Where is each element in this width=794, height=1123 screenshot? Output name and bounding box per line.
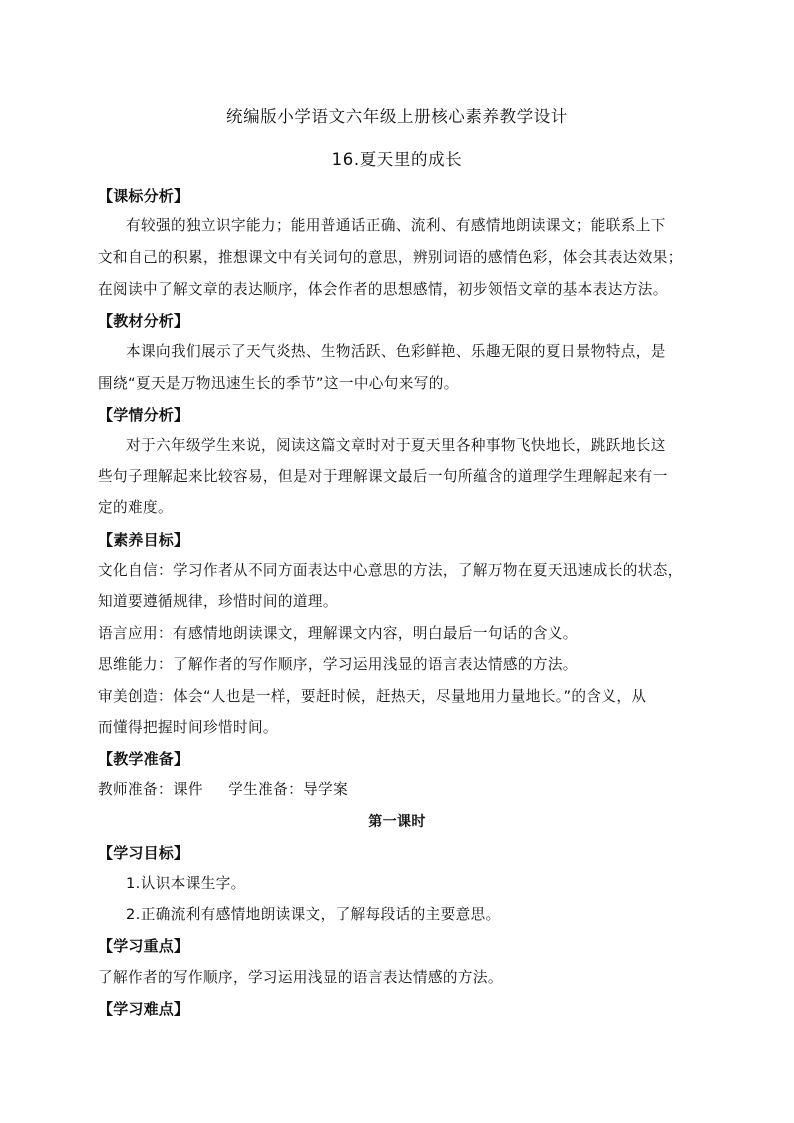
paragraph-line: 思维能力：了解作者的写作顺序，学习运用浅显的语言表达情感的方法。	[98, 656, 578, 673]
paragraph-line: 文和自己的积累，推想课文中有关词句的意思，辨别词语的感情色彩，体会其表达效果；	[98, 249, 683, 266]
paragraph-line: 对于六年级学生来说，阅读这篇文章时对于夏天里各种事物飞快地长，跳跃地长这	[126, 437, 666, 454]
paragraph-line: 在阅读中了解文章的表达顺序，体会作者的思想感情，初步领悟文章的基本表达方法。	[98, 281, 668, 298]
lesson-period-label: 第一课时	[368, 814, 426, 830]
paragraph-line: 些句子理解起来比较容易，但是对于理解课文最后一句所蕴含的道理学生理解起来有一	[98, 468, 668, 485]
lesson-title: 16.夏天里的成长	[331, 150, 463, 169]
paragraph-line: 语言应用：有感情地朗读课文，理解课文内容，明白最后一句话的含义。	[98, 625, 578, 642]
paragraph-line: 有较强的独立识字能力；能用普通话正确、流利、有感情地朗读课文；能联系上下	[126, 217, 666, 234]
document-title: 统编版小学语文六年级上册核心素养教学设计	[226, 107, 568, 126]
paragraph-line: 了解作者的写作顺序，学习运用浅显的语言表达情感的方法。	[98, 969, 503, 986]
section-heading-difficulties: 【学习难点】	[98, 1000, 190, 1018]
paragraph-line: 审美创造：体会“人也是一样，要赶时候，赶热天，尽量地用力量地长。”的含义，从	[98, 688, 647, 705]
preparation-line: 教师准备：课件 学生准备：导学案	[98, 781, 349, 798]
section-heading-preparation: 【教学准备】	[98, 750, 190, 768]
section-heading-key-points: 【学习重点】	[98, 937, 190, 955]
paragraph-line: 围绕“夏天是万物迅速生长的季节”这一中心句来写的。	[98, 375, 459, 392]
section-heading-literacy: 【素养目标】	[98, 531, 190, 549]
section-heading-textbook: 【教材分析】	[98, 312, 190, 330]
paragraph-line: 定的难度。	[98, 499, 173, 516]
paragraph-line: 文化自信：学习作者从不同方面表达中心意思的方法，了解万物在夏天迅速成长的状态，	[98, 562, 683, 579]
paragraph-line: 而懂得把握时间珍惜时间。	[98, 719, 278, 736]
list-item: 2.正确流利有感情地朗读课文，了解每段话的主要意思。	[126, 906, 501, 923]
section-heading-learner: 【学情分析】	[98, 406, 190, 424]
paragraph-line: 本课向我们展示了天气炎热、生物活跃、色彩鲜艳、乐趣无限的夏日景物特点，是	[126, 343, 666, 360]
section-heading-curriculum: 【课标分析】	[98, 187, 190, 205]
section-heading-goals: 【学习目标】	[98, 844, 190, 862]
paragraph-line: 知道要遵循规律，珍惜时间的道理。	[98, 593, 338, 610]
list-item: 1.认识本课生字。	[126, 875, 246, 892]
